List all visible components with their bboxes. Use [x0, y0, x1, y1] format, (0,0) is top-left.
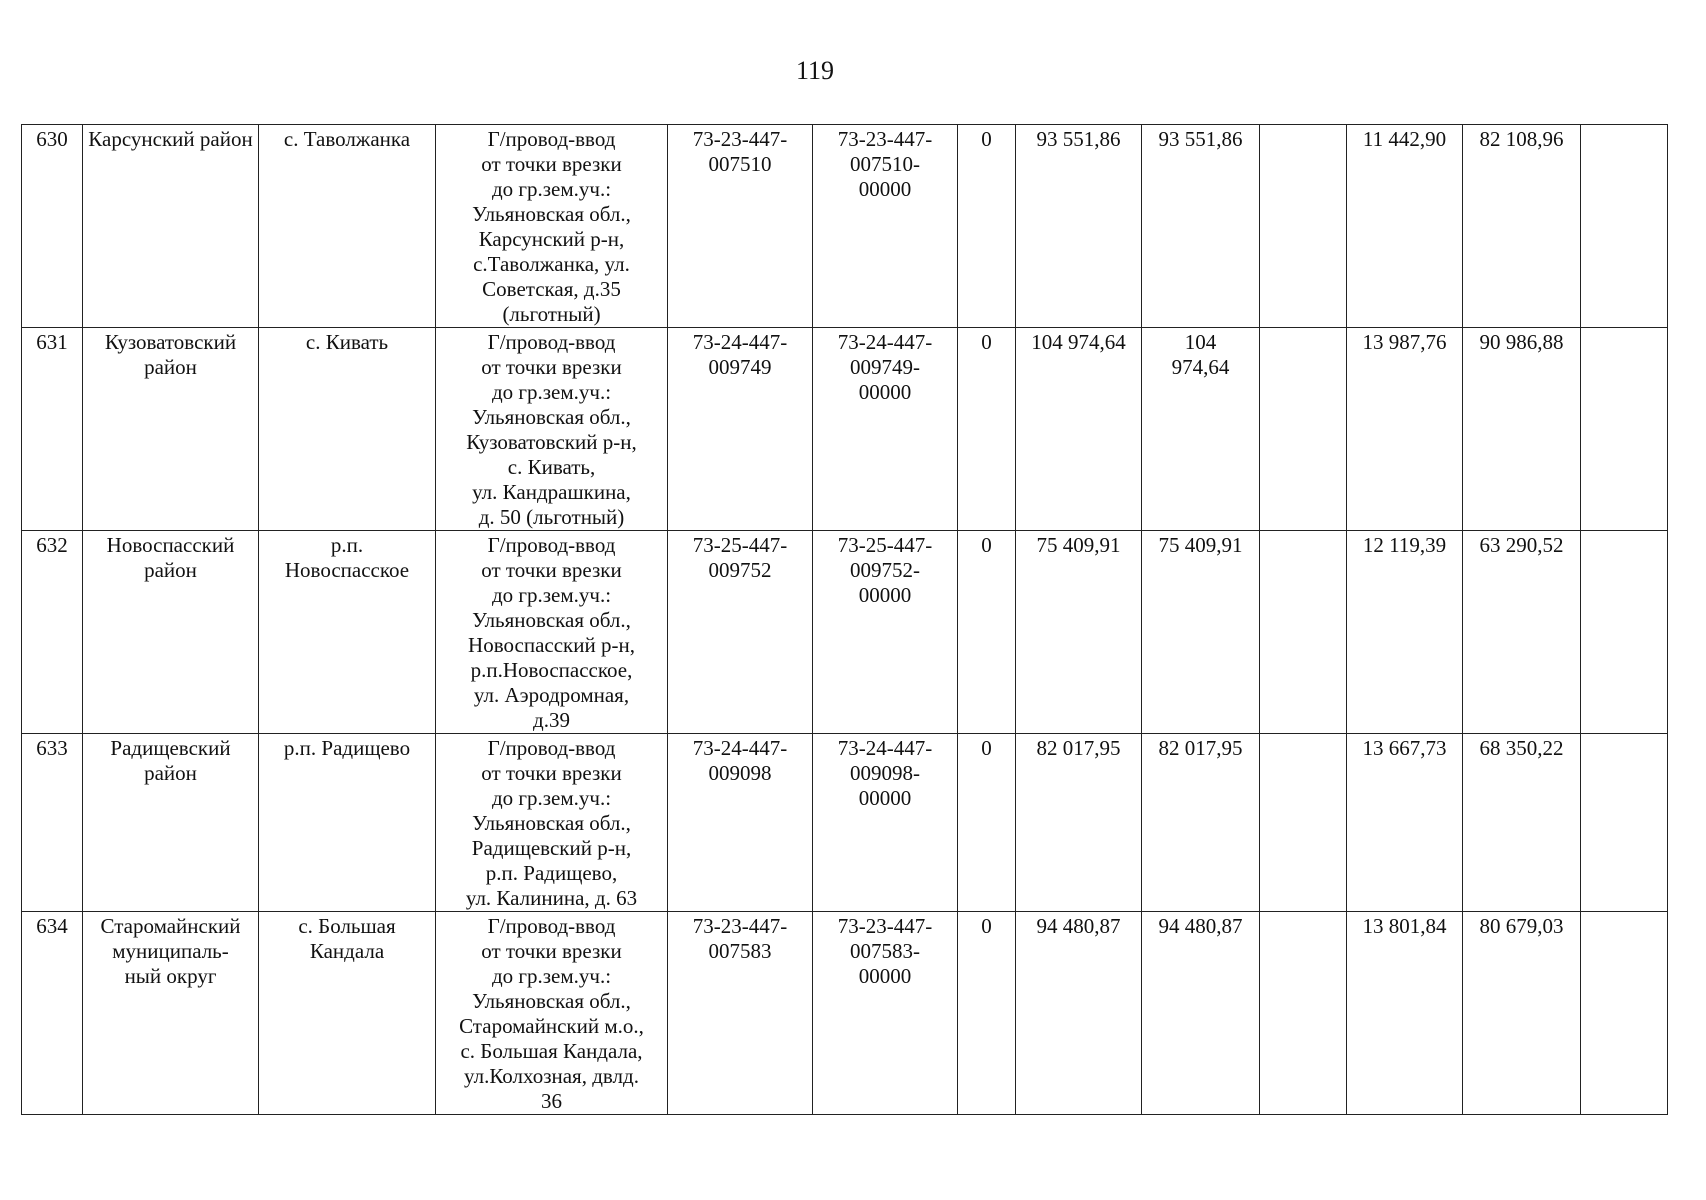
cadastral-code-cell: 73-23-447- 007510	[668, 125, 813, 328]
zero-value-cell: 0	[958, 734, 1016, 912]
last-empty-cell	[1581, 912, 1668, 1115]
table-row	[22, 125, 1668, 328]
value-cell-4: 68 350,22	[1463, 734, 1581, 912]
table-row	[22, 734, 1668, 912]
cadastral-code-cell: 73-24-447- 009749	[668, 328, 813, 531]
value-cell-2: 82 017,95	[1142, 734, 1260, 912]
row-number-cell: 634	[22, 912, 83, 1115]
value-cell-1: 93 551,86	[1016, 125, 1142, 328]
district-cell: Кузоватовский район	[83, 328, 259, 531]
value-cell-4: 90 986,88	[1463, 328, 1581, 531]
value-cell-2: 93 551,86	[1142, 125, 1260, 328]
table-row	[22, 531, 1668, 734]
empty-cell	[1260, 734, 1347, 912]
inventory-code-cell: 73-24-447- 009098- 00000	[813, 734, 958, 912]
locality-cell: с. Таволжанка	[259, 125, 436, 328]
row-number-cell: 632	[22, 531, 83, 734]
last-empty-cell	[1581, 531, 1668, 734]
value-cell-1: 82 017,95	[1016, 734, 1142, 912]
value-cell-3: 13 801,84	[1347, 912, 1463, 1115]
locality-cell: р.п. Новоспасское	[259, 531, 436, 734]
zero-value-cell: 0	[958, 328, 1016, 531]
value-cell-2: 94 480,87	[1142, 912, 1260, 1115]
inventory-code-cell: 73-23-447- 007510- 00000	[813, 125, 958, 328]
locality-cell: с. Большая Кандала	[259, 912, 436, 1115]
object-description-cell: Г/провод-ввод от точки врезки до гр.зем.уч.: Ульяновская обл., Радищевский р-н, р.п. Радищево, ул. Калинина, д. 63	[436, 734, 668, 912]
inventory-code-cell: 73-24-447- 009749- 00000	[813, 328, 958, 531]
object-description-cell: Г/провод-ввод от точки врезки до гр.зем.уч.: Ульяновская обл., Кузоватовский р-н, с. Кивать, ул. Кандрашкина, д. 50 (льготный)	[436, 328, 668, 531]
empty-cell	[1260, 328, 1347, 531]
inventory-code-cell: 73-23-447- 007583- 00000	[813, 912, 958, 1115]
cadastral-code-cell: 73-23-447- 007583	[668, 912, 813, 1115]
row-number-cell: 633	[22, 734, 83, 912]
district-cell: Старомайнский муниципаль- ный округ	[83, 912, 259, 1115]
value-cell-2: 104 974,64	[1142, 328, 1260, 531]
table-row	[22, 912, 1668, 1115]
last-empty-cell	[1581, 734, 1668, 912]
row-number-cell: 631	[22, 328, 83, 531]
value-cell-1: 94 480,87	[1016, 912, 1142, 1115]
value-cell-3: 13 667,73	[1347, 734, 1463, 912]
last-empty-cell	[1581, 125, 1668, 328]
locality-cell: р.п. Радищево	[259, 734, 436, 912]
object-description-cell: Г/провод-ввод от точки врезки до гр.зем.уч.: Ульяновская обл., Старомайнский м.о., с. Большая Кандала, ул.Колхозная, двлд. 36	[436, 912, 668, 1115]
value-cell-4: 82 108,96	[1463, 125, 1581, 328]
cadastral-code-cell: 73-24-447- 009098	[668, 734, 813, 912]
register-table-body	[22, 125, 1668, 1115]
zero-value-cell: 0	[958, 125, 1016, 328]
last-empty-cell	[1581, 328, 1668, 531]
page-number: 119	[795, 56, 835, 85]
value-cell-2: 75 409,91	[1142, 531, 1260, 734]
value-cell-1: 104 974,64	[1016, 328, 1142, 531]
register-table	[21, 124, 1668, 1115]
value-cell-4: 63 290,52	[1463, 531, 1581, 734]
empty-cell	[1260, 125, 1347, 328]
value-cell-3: 13 987,76	[1347, 328, 1463, 531]
district-cell: Карсунский район	[83, 125, 259, 328]
value-cell-3: 12 119,39	[1347, 531, 1463, 734]
zero-value-cell: 0	[958, 912, 1016, 1115]
district-cell: Новоспасский район	[83, 531, 259, 734]
cadastral-code-cell: 73-25-447- 009752	[668, 531, 813, 734]
value-cell-1: 75 409,91	[1016, 531, 1142, 734]
value-cell-4: 80 679,03	[1463, 912, 1581, 1115]
table-row	[22, 328, 1668, 531]
locality-cell: с. Кивать	[259, 328, 436, 531]
row-number-cell: 630	[22, 125, 83, 328]
zero-value-cell: 0	[958, 531, 1016, 734]
district-cell: Радищевский район	[83, 734, 259, 912]
empty-cell	[1260, 531, 1347, 734]
empty-cell	[1260, 912, 1347, 1115]
object-description-cell: Г/провод-ввод от точки врезки до гр.зем.уч.: Ульяновская обл., Новоспасский р-н, р.п.Новоспасское, ул. Аэродромная, д.39	[436, 531, 668, 734]
inventory-code-cell: 73-25-447- 009752- 00000	[813, 531, 958, 734]
value-cell-3: 11 442,90	[1347, 125, 1463, 328]
object-description-cell: Г/провод-ввод от точки врезки до гр.зем.уч.: Ульяновская обл., Карсунский р-н, с.Таволжанка, ул. Советская, д.35 (льготный)	[436, 125, 668, 328]
